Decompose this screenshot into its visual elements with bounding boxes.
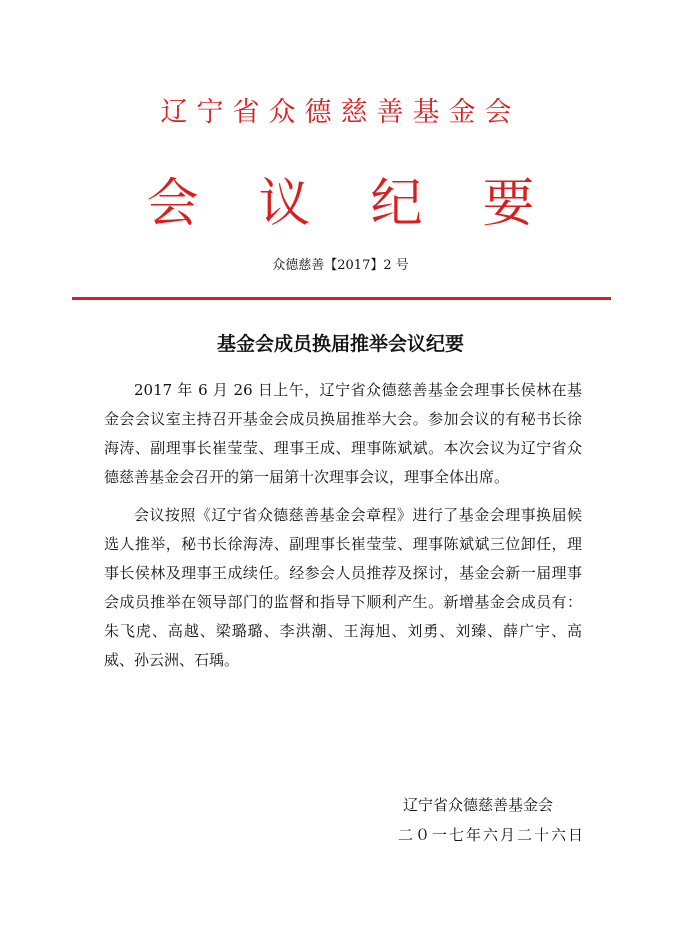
red-divider-line	[72, 297, 611, 300]
body-paragraph-1: 2017 年 6 月 26 日上午，辽宁省众德慈善基金会理事长侯林在基金会会议室主持召开基金会成员换届推举大会。参加会议的有秘书长徐海涛、副理事长崔莹莹、理事王成、理事陈斌斌。本次会议为辽宁省众德慈善基金会召开的第一届第十次理事会议，理事全体出席。	[104, 381, 582, 486]
document-heading: 基金会成员换届推举会议纪要	[216, 333, 464, 355]
signature-date: 二０一七年六月二十六日	[398, 826, 586, 844]
signature-organization: 辽宁省众德慈善基金会	[403, 796, 554, 814]
document-body	[104, 376, 582, 675]
document-number: 众德慈善【2017】2 号	[272, 258, 409, 273]
document-type-title: 会议纪要	[146, 174, 595, 234]
organization-name: 辽宁省众德慈善基金会	[160, 97, 521, 128]
body-paragraph-2: 会议按照《辽宁省众德慈善基金会章程》进行了基金会理事换届候选人推举，秘书长徐海涛、副理事长崔莹莹、理事陈斌斌三位卸任，理事长侯林及理事王成续任。经参会人员推荐及探讨，基金会新一届理事会成员推举在领导部门的监督和指导下顺利产生。新增基金会成员有：朱飞虎、高越、梁璐璐、李洪潮、王海旭、刘勇、刘臻、薛广宇、高威、孙云洲、石瑀。	[104, 506, 582, 669]
